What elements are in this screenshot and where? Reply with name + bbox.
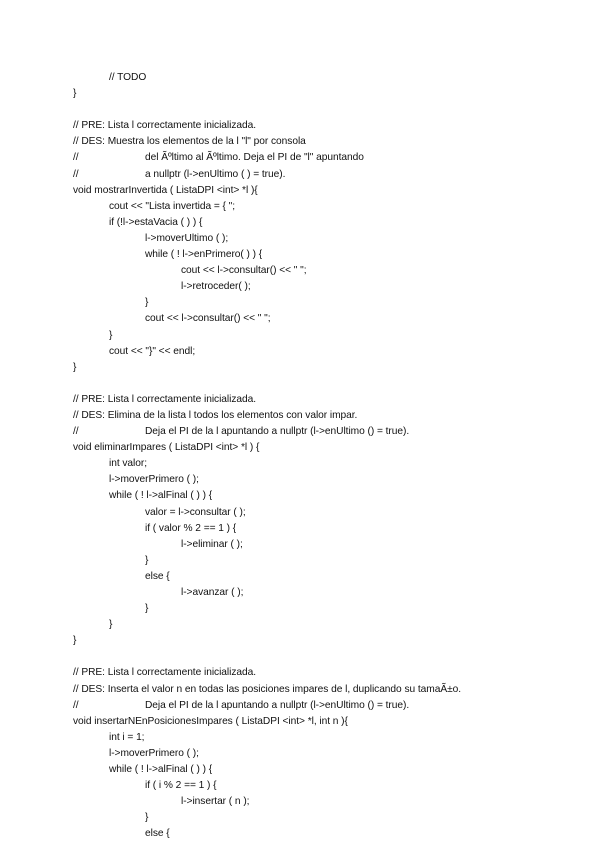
code-text: l->eliminar ( ); [181,538,243,550]
code-text: l->insertar ( n ); [181,796,250,808]
code-line [73,585,593,601]
code-text: // DES: Elimina de la lista l todos los elementos con valor impar. [73,409,358,421]
code-line [73,537,593,553]
code-text: cout << l->consultar() << " "; [181,265,307,277]
code-line [73,778,593,794]
code-text: } [73,88,77,100]
code-line [73,231,593,247]
code-text: } [145,297,149,309]
code-line [73,665,593,681]
code-line [73,826,593,842]
code-line [73,569,593,585]
code-text: l->moverUltimo ( ); [145,232,229,244]
code-line [73,472,593,488]
code-line [73,328,593,344]
code-line [73,102,593,118]
code-text: while ( ! l->alFinal ( ) ) { [109,764,213,776]
code-line [73,682,593,698]
code-line [73,553,593,569]
code-text: } [145,812,149,824]
code-line [73,488,593,504]
code-text: } [109,619,113,631]
code-line [73,376,593,392]
code-text: // [73,152,79,164]
code-text-continued: a nullptr (l->enUltimo ( ) = true). [145,168,286,180]
code-line [73,295,593,311]
code-text: l->retroceder( ); [181,281,251,293]
code-text: l->avanzar ( ); [181,587,244,598]
code-text: } [145,603,149,615]
code-line [73,649,593,665]
code-line [73,247,593,263]
code-listing [73,70,593,843]
code-text-continued: del Ãºltimo al Ãºltimo. Deja el PI de "l" apuntando [145,152,364,164]
code-text: } [73,635,77,647]
code-line [73,167,593,183]
code-text: if (!l->estaVacia ( ) ) { [109,216,203,228]
code-text: // [73,699,79,711]
code-line [73,86,593,102]
code-line [73,263,593,279]
code-line [73,456,593,472]
code-text: int valor; [109,458,148,470]
code-line [73,794,593,810]
code-text: cout << l->consultar() << " "; [145,313,271,325]
code-line [73,746,593,762]
code-text: void mostrarInvertida ( ListaDPI <int> *l ){ [73,184,258,196]
code-text: valor = l->consultar ( ); [145,506,246,518]
code-text: } [145,554,149,566]
code-text: } [73,361,77,373]
code-line [73,762,593,778]
code-text: // DES: Inserta el valor n en todas las posiciones impares de l, duplicando su tamaÃ±o. [73,683,462,695]
code-line [73,134,593,150]
code-line [73,70,593,86]
code-text: cout << "Lista invertida = { "; [109,200,236,212]
code-text: while ( ! l->enPrimero( ) ) { [145,249,263,261]
code-line [73,360,593,376]
code-text: l->moverPrimero ( ); [109,474,199,486]
code-line [73,408,593,424]
code-text-continued: Deja el PI de la l apuntando a nullptr (l->enUltimo () = true). [145,699,410,711]
code-text: // [73,426,79,438]
code-line [73,424,593,440]
code-text: int i = 1; [109,731,145,743]
code-line [73,601,593,617]
code-text: void eliminarImpares ( ListaDPI <int> *l ) { [73,442,260,454]
code-line [73,633,593,649]
code-line [73,521,593,537]
code-text: // PRE: Lista l correctamente inicializada. [73,393,257,405]
code-text: while ( ! l->alFinal ( ) ) { [109,490,213,502]
code-text: else { [145,570,170,582]
code-text: // DES: Muestra los elementos de la l "l" por consola [73,136,306,148]
code-text: if ( valor % 2 == 1 ) { [145,522,237,534]
code-line [73,183,593,199]
code-text: if ( i % 2 == 1 ) { [145,780,217,792]
code-line [73,505,593,521]
code-text: cout << "}" << endl; [109,345,196,357]
code-line [73,730,593,746]
code-text: // [73,168,79,180]
code-line [73,714,593,730]
code-line [73,810,593,826]
code-line [73,392,593,408]
code-line [73,279,593,295]
code-text-continued: Deja el PI de la l apuntando a nullptr (l->enUltimo () = true). [145,426,410,438]
code-line [73,440,593,456]
code-text: // TODO [109,72,147,83]
code-text: // PRE: Lista l correctamente inicializada. [73,120,257,132]
code-line [73,698,593,714]
code-text: void insertarNEnPosicionesImpares ( ListaDPI <int> *l, int n ){ [73,715,348,727]
code-text: else { [145,828,170,840]
code-text: } [109,329,113,341]
code-line [73,311,593,327]
code-line [73,344,593,360]
code-text: // PRE: Lista l correctamente inicializada. [73,667,257,679]
code-line [73,199,593,215]
code-text: l->moverPrimero ( ); [109,747,199,759]
code-line [73,118,593,134]
code-line [73,215,593,231]
code-line [73,150,593,166]
code-line [73,617,593,633]
